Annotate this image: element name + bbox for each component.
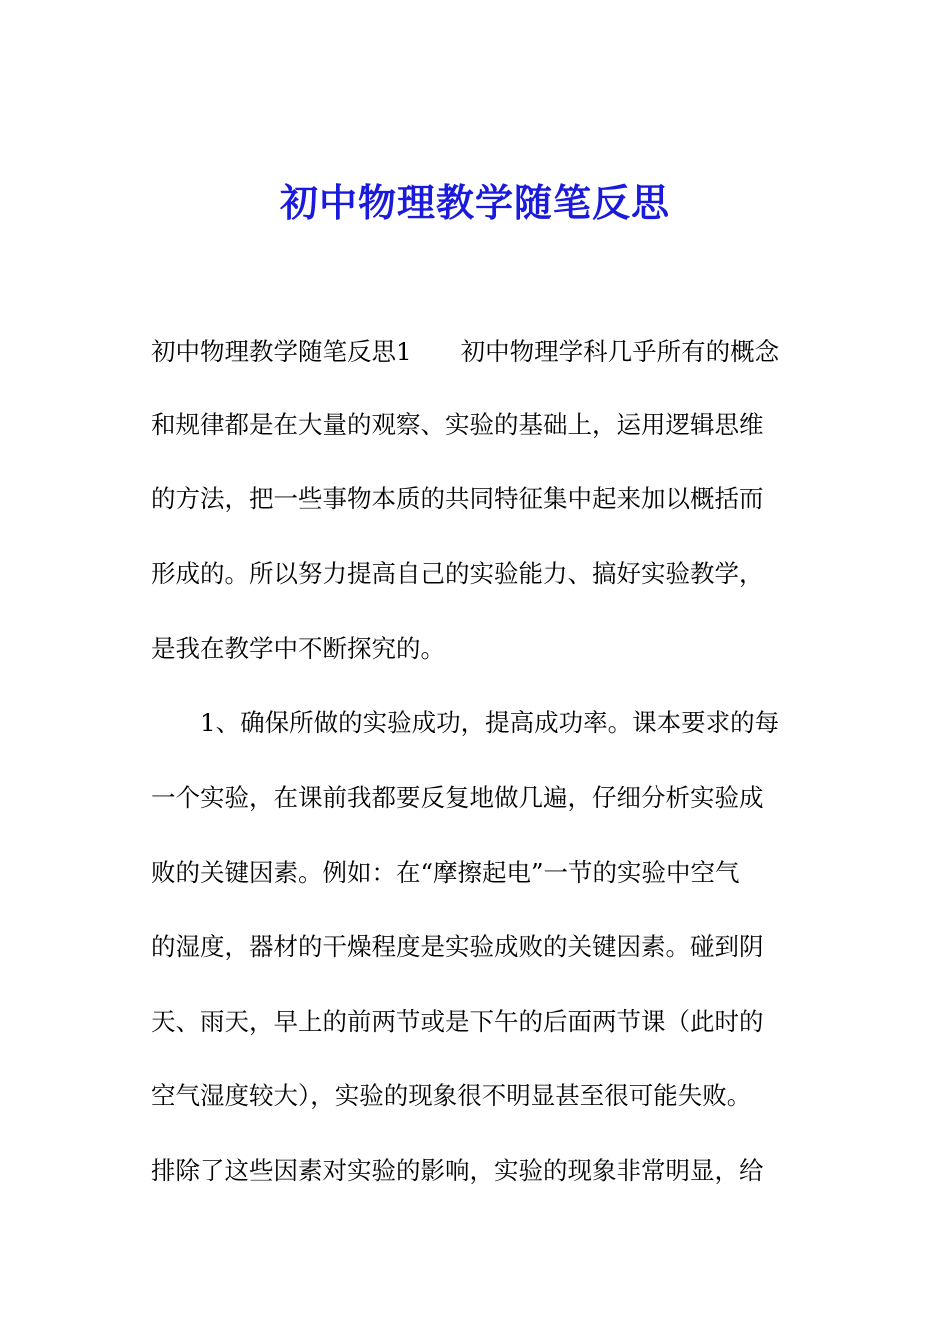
document-title: 初中物理教学随笔反思 — [279, 180, 670, 225]
body-line: 是我在教学中不断探究的。 — [151, 634, 445, 663]
body-line: 天、雨天，早上的前两节或是下午的后面两节课（此时的 — [151, 1007, 764, 1036]
body-line: 初中物理教学随笔反思1 初中物理学科几乎所有的概念 — [151, 337, 780, 366]
body-line: 的方法，把一些事物本质的共同特征集中起来加以概括而 — [151, 484, 764, 513]
body-line: 空气湿度较大），实验的现象很不明显甚至很可能失败。 — [151, 1081, 752, 1110]
body-line: 败的关键因素。例如：在“摩擦起电”一节的实验中空气 — [151, 858, 740, 887]
body-line: 一个实验，在课前我都要反复地做几遍，仔细分析实验成 — [151, 783, 764, 812]
body-line: 和规律都是在大量的观察、实验的基础上，运用逻辑思维 — [151, 410, 764, 439]
body-line: 排除了这些因素对实验的影响，实验的现象非常明显，给 — [151, 1156, 764, 1185]
body-line: 的湿度，器材的干燥程度是实验成败的关键因素。碰到阴 — [151, 932, 764, 961]
body-line: 形成的。所以努力提高自己的实验能力、搞好实验教学， — [151, 559, 764, 588]
body-line: 1、确保所做的实验成功，提高成功率。课本要求的每 — [151, 708, 780, 737]
